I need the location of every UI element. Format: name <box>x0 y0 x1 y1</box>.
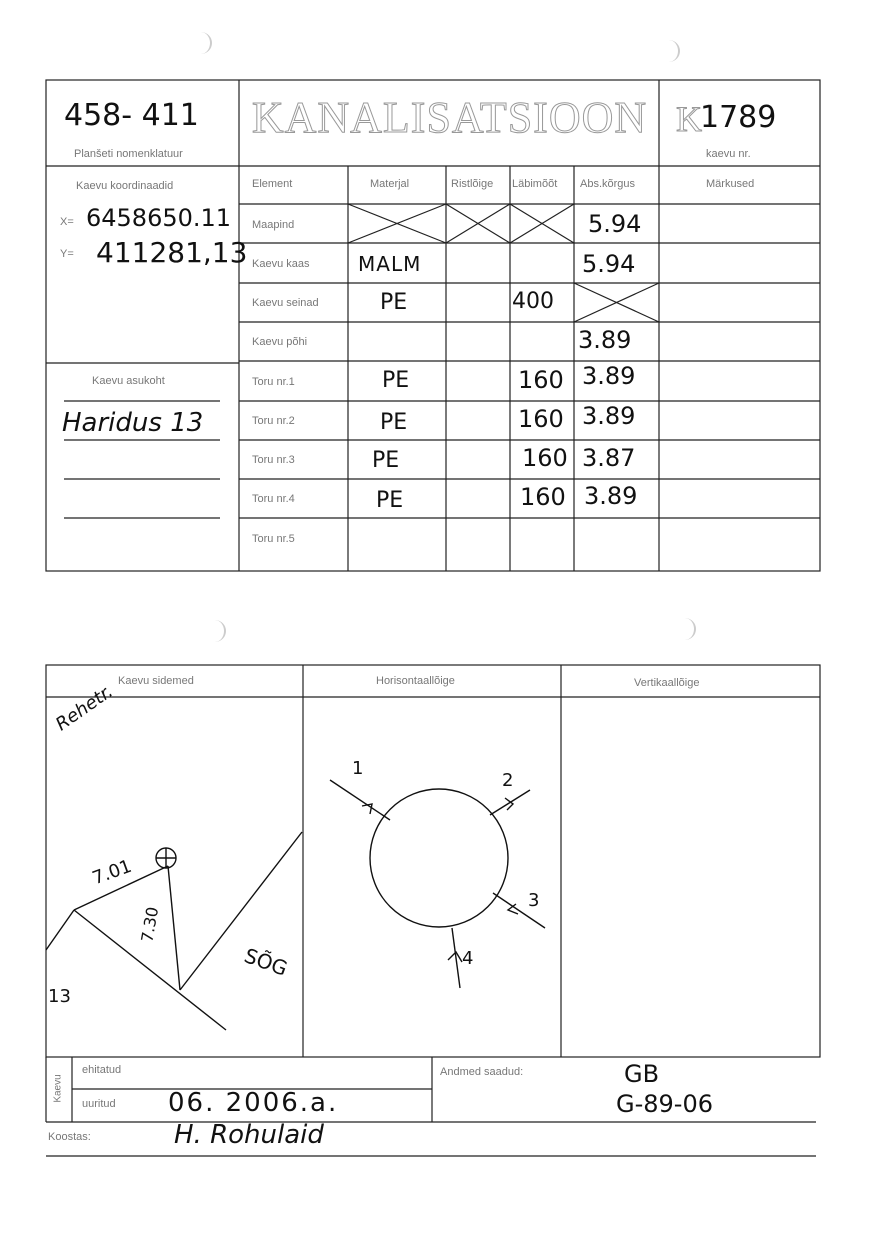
header-diameter: Läbimõõt <box>512 178 558 190</box>
row-abs-height: 3.89 <box>582 362 636 390</box>
pipe-3-label: 3 <box>528 890 540 911</box>
data-received-label: Andmed saadud: <box>440 1066 524 1078</box>
nomenclature-label: Planšeti nomenklatuur <box>74 148 183 160</box>
row-element: Toru nr.4 <box>252 493 295 505</box>
row-element: Kaevu seinad <box>252 297 319 309</box>
row-element: Kaevu põhi <box>252 336 308 348</box>
footer-side-label: Kaevu <box>52 1074 64 1103</box>
house-label: 13 <box>48 986 71 1007</box>
author-value: H. Rohulaid <box>174 1120 324 1150</box>
row-abs-height: 3.89 <box>582 402 636 430</box>
author-label: Koostas: <box>48 1131 91 1143</box>
header-cross-section: Ristlõige <box>451 178 494 190</box>
row-diameter: 400 <box>512 289 554 314</box>
x-coordinate: 6458650.11 <box>86 204 232 232</box>
row-abs-height: 5.94 <box>582 250 636 278</box>
row-material: PE <box>376 488 404 513</box>
header-abs-height: Abs.kõrgus <box>580 178 636 190</box>
vertical-section-header: Vertikaallõige <box>634 677 700 689</box>
row-abs-height: 3.87 <box>582 444 636 472</box>
row-element: Toru nr.2 <box>252 415 295 427</box>
horizontal-section-drawing <box>330 780 545 988</box>
street-label: Rehetr. <box>52 680 117 736</box>
row-abs-height: 5.94 <box>588 210 642 238</box>
row-material: PE <box>372 448 400 473</box>
row-abs-height: 3.89 <box>584 482 638 510</box>
pipe-1-label: 1 <box>352 758 364 779</box>
row-diameter: 160 <box>518 366 564 394</box>
distance-1-label: 7.01 <box>89 855 135 890</box>
horizontal-section-header: Horisontaallõige <box>376 675 455 687</box>
data-received-value-1: GB <box>624 1060 660 1088</box>
row-abs-height: 3.89 <box>578 326 632 354</box>
row-material: PE <box>382 368 410 393</box>
row-diameter: 160 <box>520 483 566 511</box>
row-element: Toru nr.1 <box>252 376 295 388</box>
row-material: MALM <box>358 252 422 276</box>
form-title: KANALISATSIOON <box>251 93 648 142</box>
road-label: SÕG <box>241 943 291 981</box>
y-prefix: Y= <box>60 248 74 260</box>
connections-header: Kaevu sidemed <box>118 675 194 687</box>
x-prefix: X= <box>60 216 74 228</box>
row-diameter: 160 <box>518 405 564 433</box>
surveyed-date: 06. 2006.a. <box>168 1088 339 1118</box>
data-received-value-2: G-89-06 <box>616 1090 713 1118</box>
nomenclature-value: 458- 411 <box>64 98 199 133</box>
header-notes: Märkused <box>706 178 755 190</box>
row-diameter: 160 <box>522 444 568 472</box>
distance-2-label: 7.30 <box>137 905 163 944</box>
y-coordinate: 411281,13 <box>96 236 248 269</box>
header-material: Materjal <box>370 178 410 190</box>
row-element: Kaevu kaas <box>252 258 310 270</box>
location-value: Haridus 13 <box>62 408 204 438</box>
pipe-2-label: 2 <box>502 770 514 791</box>
pipe-4-label: 4 <box>462 948 474 969</box>
header-element: Element <box>252 178 293 190</box>
row-element: Toru nr.5 <box>252 533 295 545</box>
surveyed-label: uuritud <box>82 1098 116 1110</box>
well-number: 1789 <box>700 100 777 135</box>
well-prefix: K <box>676 99 702 139</box>
connections-sketch <box>46 832 302 1030</box>
row-element: Maapind <box>252 219 295 231</box>
row-material: PE <box>380 290 408 315</box>
row-material: PE <box>380 410 408 435</box>
coordinates-label: Kaevu koordinaadid <box>76 180 174 192</box>
well-number-label: kaevu nr. <box>706 148 751 160</box>
row-element: Toru nr.3 <box>252 454 295 466</box>
location-label: Kaevu asukoht <box>92 375 165 387</box>
checked-label: ehitatud <box>82 1064 122 1076</box>
